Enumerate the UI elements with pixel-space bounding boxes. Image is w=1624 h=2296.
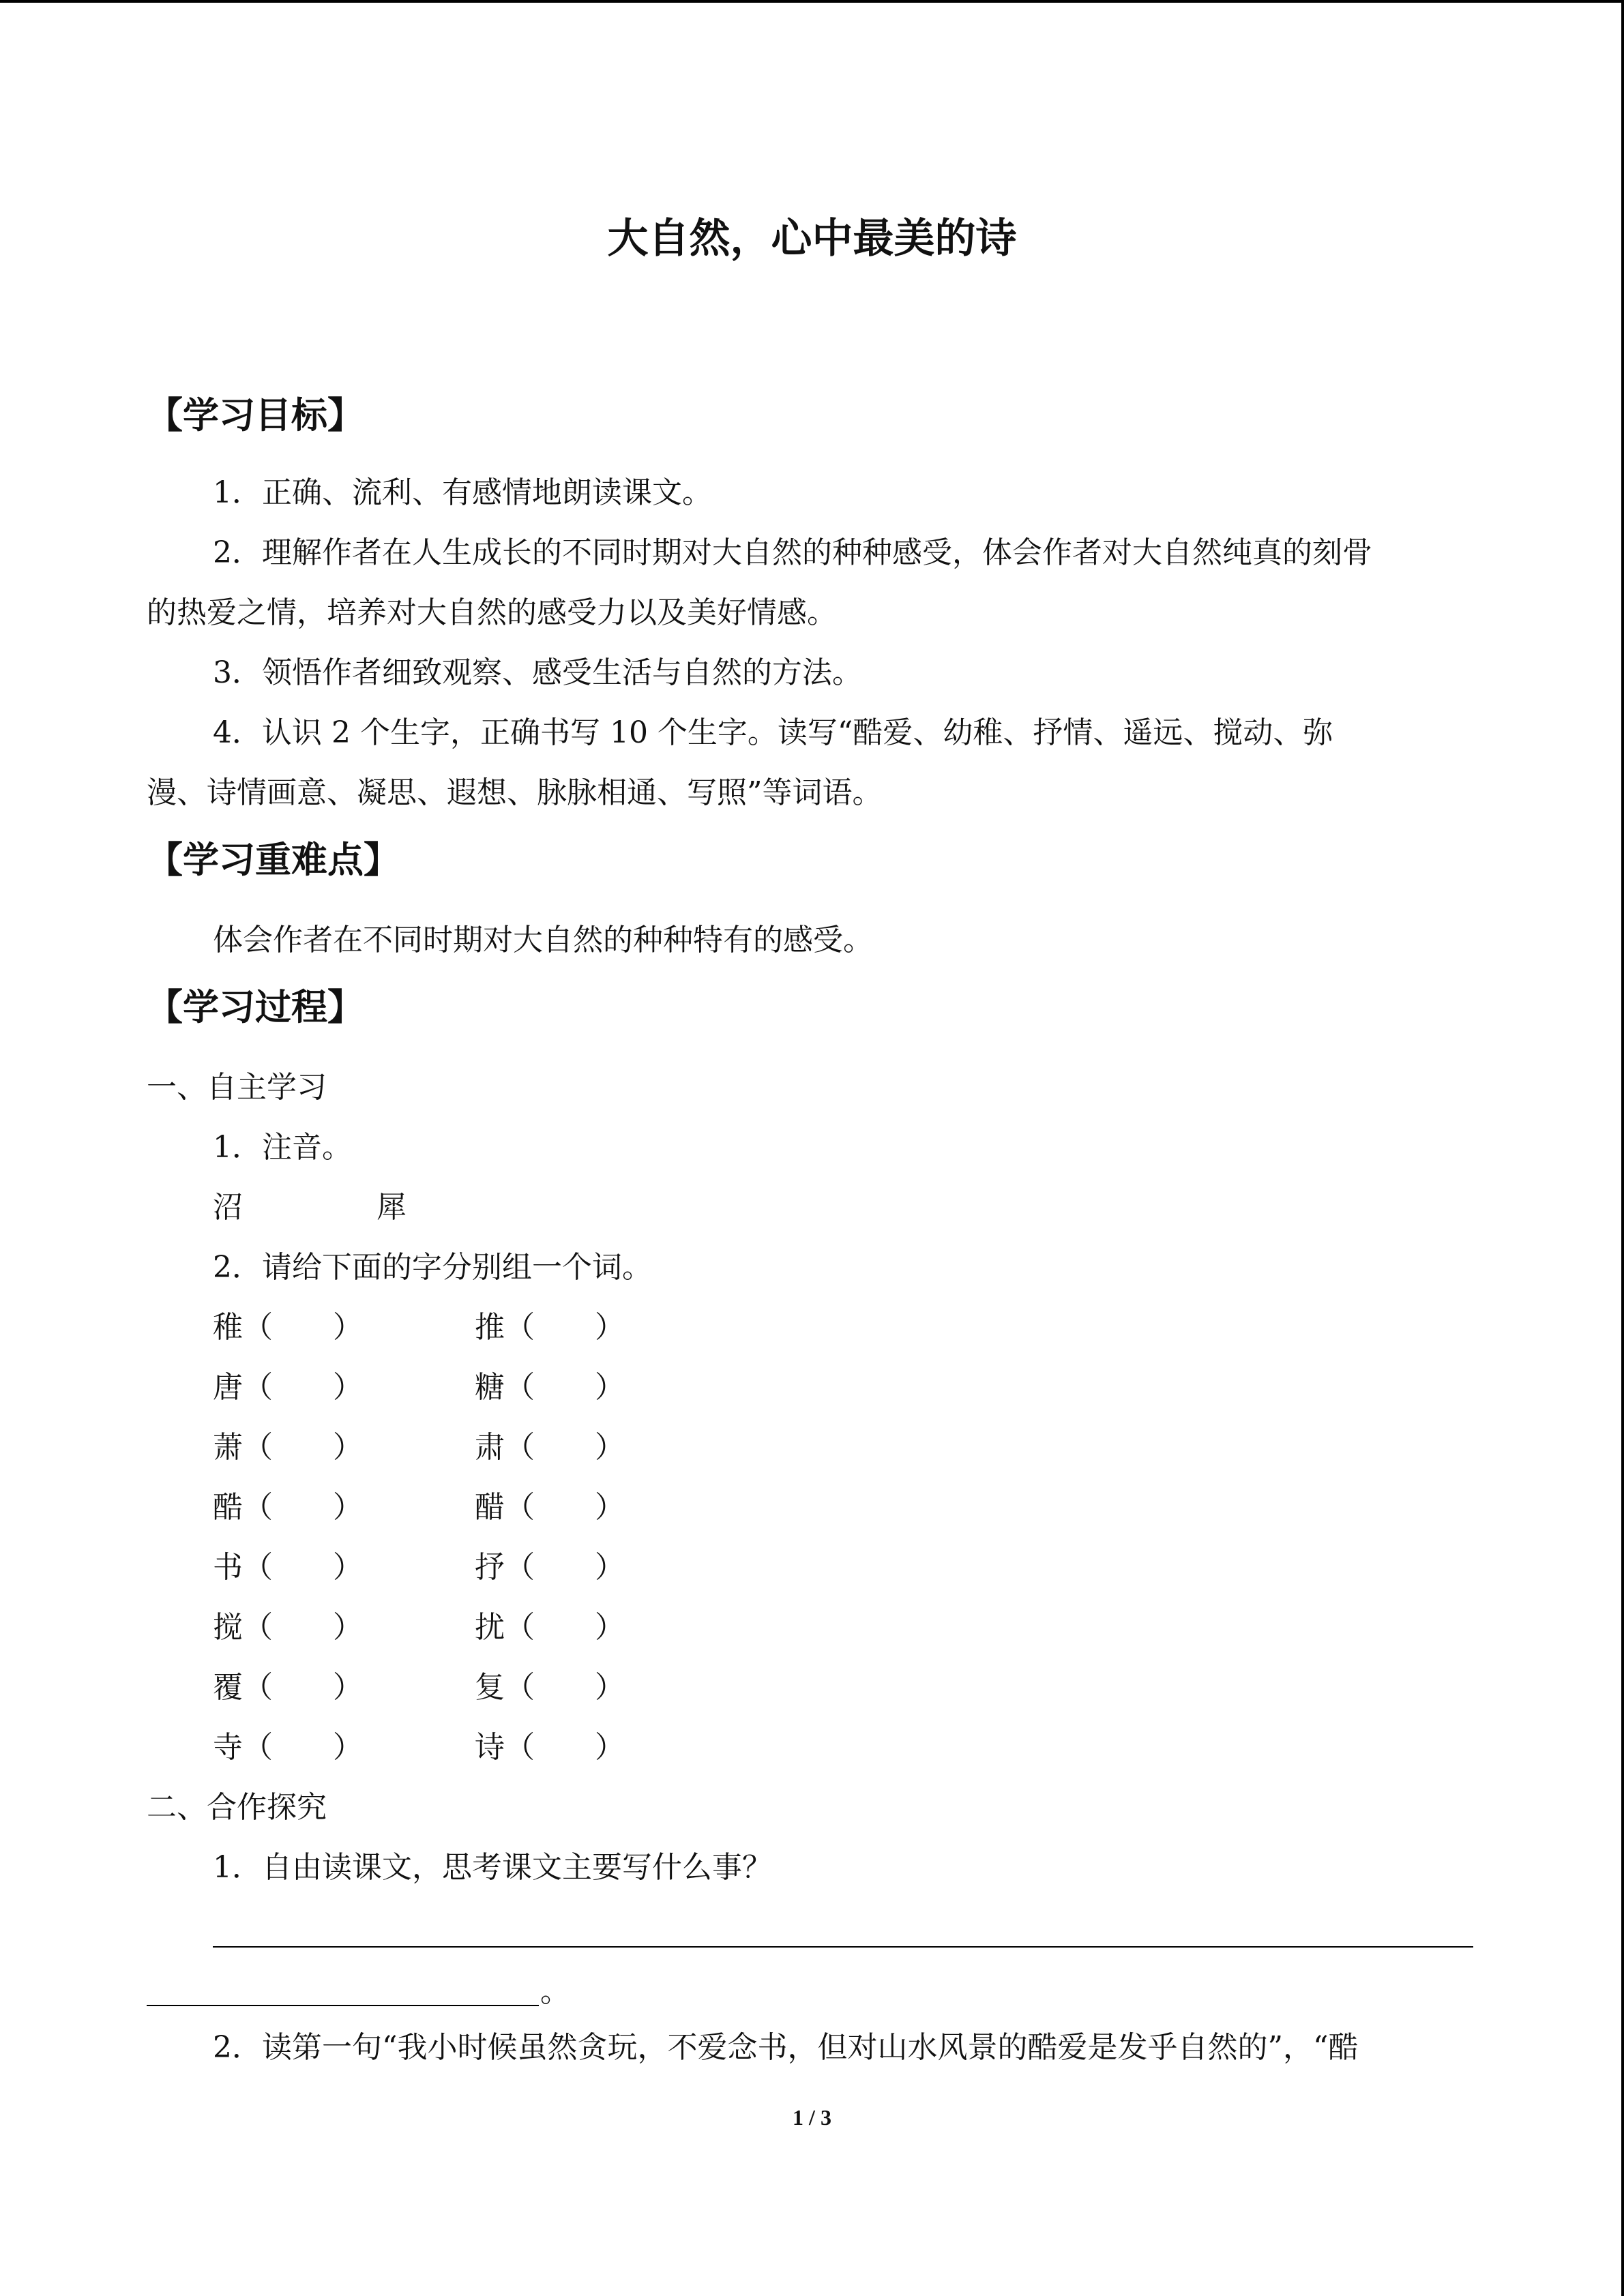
word-blank-4-right[interactable]: 醋（ ） [475, 1490, 625, 1525]
pinyin-char-2: 犀 [377, 1190, 407, 1225]
part2-title: 二、合作探究 [147, 1790, 327, 1825]
objective-item-4: 4．认识 2 个生字，正确书写 10 个生字。读写“酷爱、幼稚、抒情、遥远、搅动、弥 [213, 715, 1333, 750]
answer-line-2[interactable] [147, 2005, 539, 2006]
word-blank-3-right[interactable]: 肃（ ） [475, 1430, 625, 1465]
word-blank-3-left[interactable]: 萧（ ） [213, 1430, 363, 1465]
answer-end-mark: 。 [540, 1974, 570, 2009]
part1-q1: 1．注音。 [213, 1130, 352, 1165]
word-blank-6-left[interactable]: 搅（ ） [213, 1610, 363, 1645]
objective-item-2: 2．理解作者在人生成长的不同时期对大自然的种种感受，体会作者对大自然纯真的刻骨 [213, 535, 1372, 570]
objective-item-4-cont: 漫、诗情画意、凝思、遐想、脉脉相通、写照”等词语。 [147, 775, 883, 810]
page-title: 大自然，心中最美的诗 [607, 215, 1017, 263]
word-blank-5-right[interactable]: 抒（ ） [475, 1550, 625, 1585]
word-blank-7-left[interactable]: 覆（ ） [213, 1670, 363, 1705]
part1-title: 一、自主学习 [147, 1070, 327, 1105]
page-number: 1 / 3 [793, 2105, 831, 2130]
objective-item-3: 3．领悟作者细致观察、感受生活与自然的方法。 [213, 655, 862, 690]
word-blank-8-left[interactable]: 寺（ ） [213, 1730, 363, 1765]
objectives-heading: 【学习目标】 [147, 395, 364, 436]
page-border-top [0, 0, 1624, 3]
word-blank-7-right[interactable]: 复（ ） [475, 1670, 625, 1705]
part2-q2: 2．读第一句“我小时候虽然贪玩，不爱念书，但对山水风景的酷爱是发乎自然的”，“酷 [213, 2030, 1359, 2065]
key-points-text: 体会作者在不同时期对大自然的种种特有的感受。 [213, 923, 873, 957]
word-blank-5-left[interactable]: 书（ ） [213, 1550, 363, 1585]
part2-q1: 1．自由读课文，思考课文主要写什么事？ [213, 1850, 772, 1885]
objective-item-2-cont: 的热爱之情，培养对大自然的感受力以及美好情感。 [147, 595, 837, 630]
process-heading: 【学习过程】 [147, 987, 364, 1028]
key-points-heading: 【学习重难点】 [147, 839, 400, 881]
word-blank-1-left[interactable]: 稚（ ） [213, 1310, 363, 1345]
word-blank-4-left[interactable]: 酷（ ） [213, 1490, 363, 1525]
word-blank-2-left[interactable]: 唐（ ） [213, 1370, 363, 1405]
part1-q2: 2．请给下面的字分别组一个词。 [213, 1250, 652, 1285]
objective-item-1: 1．正确、流利、有感情地朗读课文。 [213, 475, 712, 510]
word-blank-8-right[interactable]: 诗（ ） [475, 1730, 625, 1765]
answer-line-1[interactable] [213, 1946, 1473, 1948]
word-blank-1-right[interactable]: 推（ ） [475, 1310, 625, 1345]
page-border-right [1621, 0, 1624, 2296]
pinyin-char-1: 沼 [213, 1190, 243, 1225]
word-blank-6-right[interactable]: 扰（ ） [475, 1610, 625, 1645]
word-blank-2-right[interactable]: 糖（ ） [475, 1370, 625, 1405]
